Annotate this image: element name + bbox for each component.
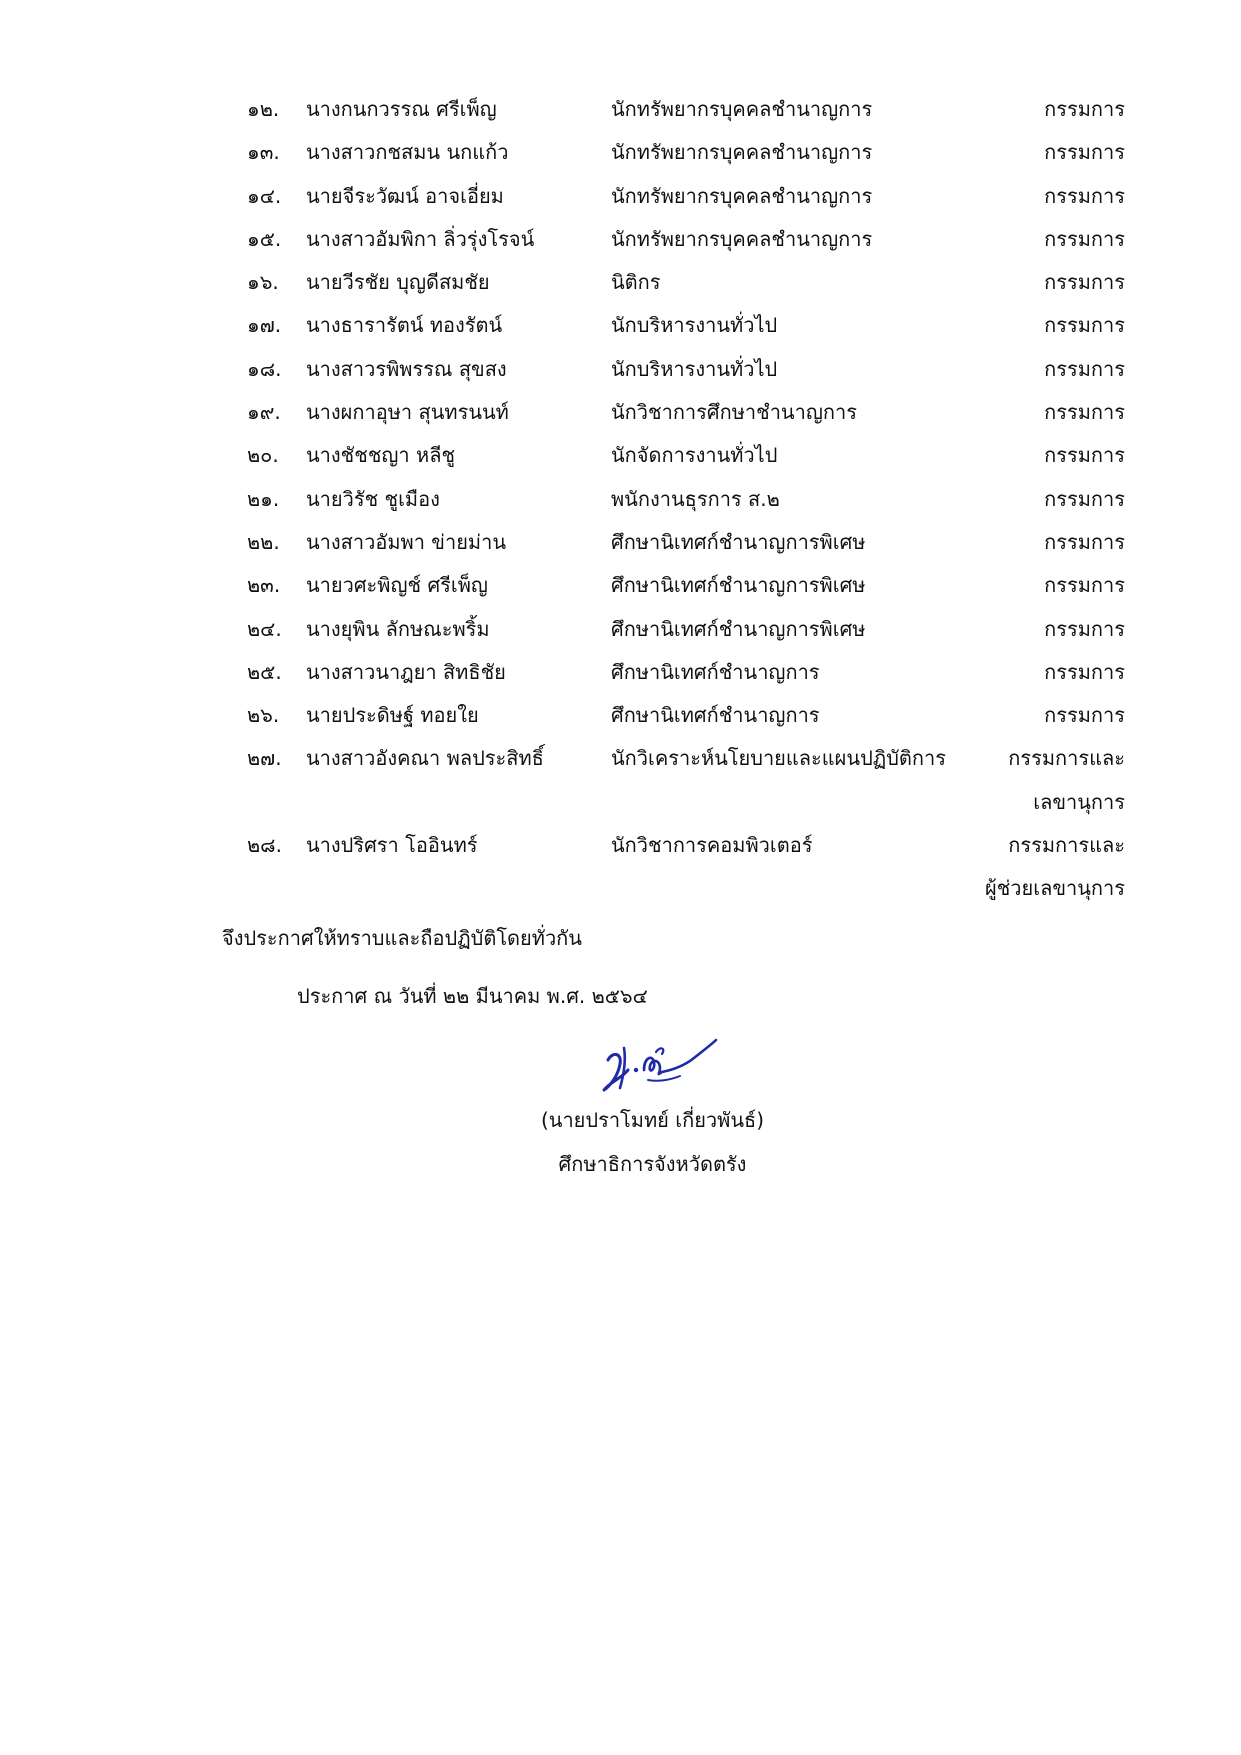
member-role-line: กรรมการ	[1044, 573, 1125, 598]
member-role-line: กรรมการ	[1044, 486, 1125, 511]
handwritten-signature	[600, 1030, 720, 1100]
member-role-line: กรรมการ	[1044, 183, 1125, 208]
member-name: นางสาวนาฎยา สิทธิชัย	[306, 659, 506, 684]
member-number: ๑๒.	[247, 97, 280, 121]
member-number: ๑๗.	[247, 313, 282, 338]
member-role	[1044, 391, 1125, 434]
member-number: ๒๕.	[247, 659, 282, 684]
member-name: นางธารารัตน์ ทองรัตน์	[306, 313, 503, 338]
member-name: นางสาวอังคณา พลประสิทธิ์	[306, 746, 544, 771]
member-row	[0, 824, 1241, 911]
member-position: นักบริหารงานทั่วไป	[611, 313, 778, 338]
member-role	[1008, 737, 1125, 824]
member-number: ๑๖.	[247, 270, 279, 295]
member-role-line: กรรมการ	[1044, 356, 1125, 381]
member-name: นายวิรัช ชูเมือง	[306, 486, 440, 511]
member-position: นักวิเคราะห์นโยบายและแผนปฏิบัติการ	[611, 746, 946, 771]
member-role-line: กรรมการ	[1044, 97, 1125, 121]
member-row	[0, 434, 1241, 477]
member-position: ศึกษานิเทศก์ชำนาญการพิเศษ	[611, 616, 866, 641]
committee-member-list	[0, 88, 1241, 911]
member-role-line: กรรมการและ	[1008, 833, 1125, 858]
member-number: ๒๖.	[247, 703, 280, 728]
member-name: นางยุพิน ลักษณะพริ้ม	[306, 616, 490, 641]
member-number: ๒๔.	[247, 616, 282, 641]
member-row	[0, 348, 1241, 391]
member-row	[0, 175, 1241, 218]
member-role	[1044, 564, 1125, 607]
member-name: นางสาวอัมพา ข่ายม่าน	[306, 529, 507, 554]
member-role	[1044, 608, 1125, 651]
signature-stroke	[644, 1058, 662, 1074]
member-position: พนักงานธุรการ ส.๒	[611, 486, 780, 511]
member-role	[1044, 304, 1125, 347]
member-position: ศึกษานิเทศก์ชำนาญการ	[611, 703, 820, 728]
member-role	[1044, 521, 1125, 564]
member-role-line: กรรมการและ	[1008, 746, 1125, 771]
member-row	[0, 218, 1241, 261]
member-role-line: กรรมการ	[1044, 529, 1125, 554]
member-row	[0, 521, 1241, 564]
member-name: นางสาวอัมพิกา ลิ่วรุ่งโรจน์	[306, 226, 535, 251]
member-number: ๑๙.	[247, 400, 281, 425]
member-position: นักทรัพยากรบุคคลชำนาญการ	[611, 140, 873, 165]
member-role-line: เลขานุการ	[1033, 789, 1125, 814]
member-role	[1044, 131, 1125, 174]
signature-stroke	[620, 1048, 625, 1088]
member-name: นางกนกวรรณ ศรีเพ็ญ	[306, 97, 497, 121]
member-row	[0, 694, 1241, 737]
member-row	[0, 88, 1241, 131]
member-position: นักทรัพยากรบุคคลชำนาญการ	[611, 183, 873, 208]
signature-dot	[634, 1068, 638, 1072]
member-position: นักทรัพยากรบุคคลชำนาญการ	[611, 226, 873, 251]
member-row	[0, 304, 1241, 347]
signer-name: (นายปราโมทย์ เกี่ยวพันธ์)	[540, 1108, 765, 1132]
member-role-line: กรรมการ	[1044, 140, 1125, 165]
member-number: ๒๗.	[247, 746, 282, 771]
member-position: นักวิชาการศึกษาชำนาญการ	[611, 400, 857, 425]
member-row	[0, 737, 1241, 824]
member-role	[1044, 651, 1125, 694]
member-position: นักวิชาการคอมพิวเตอร์	[611, 833, 813, 858]
member-name: นางสาวรพิพรรณ สุขสง	[306, 356, 507, 381]
member-position: ศึกษานิเทศก์ชำนาญการพิเศษ	[611, 573, 866, 598]
member-number: ๒๘.	[247, 833, 282, 858]
member-number: ๒๒.	[247, 529, 280, 554]
announcement-date: ประกาศ ณ วันที่ ๒๒ มีนาคม พ.ศ. ๒๕๖๔	[297, 984, 648, 1008]
member-role	[1044, 218, 1125, 261]
signer-title: ศึกษาธิการจังหวัดตรัง	[558, 1152, 747, 1176]
member-role-line: กรรมการ	[1044, 659, 1125, 684]
signature-stroke	[648, 1076, 680, 1081]
member-role	[1044, 175, 1125, 218]
member-number: ๑๔.	[247, 183, 282, 208]
member-name: นางผกาอุษา สุนทรนนท์	[306, 400, 509, 425]
member-role	[1044, 478, 1125, 521]
member-number: ๒๐.	[247, 443, 279, 468]
member-row	[0, 391, 1241, 434]
member-name: นายวีรชัย บุญดีสมชัย	[306, 270, 490, 295]
member-position: ศึกษานิเทศก์ชำนาญการพิเศษ	[611, 529, 866, 554]
member-role-line: ผู้ช่วยเลขานุการ	[985, 876, 1125, 901]
member-position: นิติกร	[611, 270, 661, 295]
member-position: นักบริหารงานทั่วไป	[611, 356, 778, 381]
member-role	[1044, 434, 1125, 477]
member-row	[0, 564, 1241, 607]
member-role	[1044, 261, 1125, 304]
member-role-line: กรรมการ	[1044, 400, 1125, 425]
member-name: นางชัชชญา หลีชู	[306, 443, 456, 468]
member-row	[0, 131, 1241, 174]
member-role-line: กรรมการ	[1044, 703, 1125, 728]
member-number: ๒๑.	[247, 486, 280, 511]
member-name: นายจีระวัฒน์ อาจเอี่ยม	[306, 183, 504, 208]
signature-stroke	[662, 1040, 716, 1072]
member-role	[1044, 88, 1125, 131]
member-role-line: กรรมการ	[1044, 313, 1125, 338]
member-row	[0, 651, 1241, 694]
member-row	[0, 478, 1241, 521]
signature-stroke	[656, 1048, 663, 1054]
member-position: ศึกษานิเทศก์ชำนาญการ	[611, 659, 820, 684]
member-row	[0, 261, 1241, 304]
member-role	[1044, 348, 1125, 391]
member-position: นักทรัพยากรบุคคลชำนาญการ	[611, 97, 873, 121]
member-role-line: กรรมการ	[1044, 443, 1125, 468]
member-number: ๑๓.	[247, 140, 280, 165]
member-role-line: กรรมการ	[1044, 616, 1125, 641]
member-name: นางปริศรา โออินทร์	[306, 833, 478, 858]
closing-statement: จึงประกาศให้ทราบและถือปฏิบัติโดยทั่วกัน	[222, 926, 582, 950]
member-name: นายวศะพิญช์ ศรีเพ็ญ	[306, 573, 488, 598]
member-name: นายประดิษฐ์ ทอยใย	[306, 703, 479, 728]
member-number: ๑๕.	[247, 226, 282, 251]
member-number: ๒๓.	[247, 573, 281, 598]
member-role-line: กรรมการ	[1044, 226, 1125, 251]
member-role-line: กรรมการ	[1044, 270, 1125, 295]
member-position: นักจัดการงานทั่วไป	[611, 443, 778, 468]
member-row	[0, 608, 1241, 651]
member-name: นางสาวกชสมน นกแก้ว	[306, 140, 509, 165]
member-role	[1044, 694, 1125, 737]
member-role	[985, 824, 1125, 911]
member-number: ๑๘.	[247, 356, 282, 381]
